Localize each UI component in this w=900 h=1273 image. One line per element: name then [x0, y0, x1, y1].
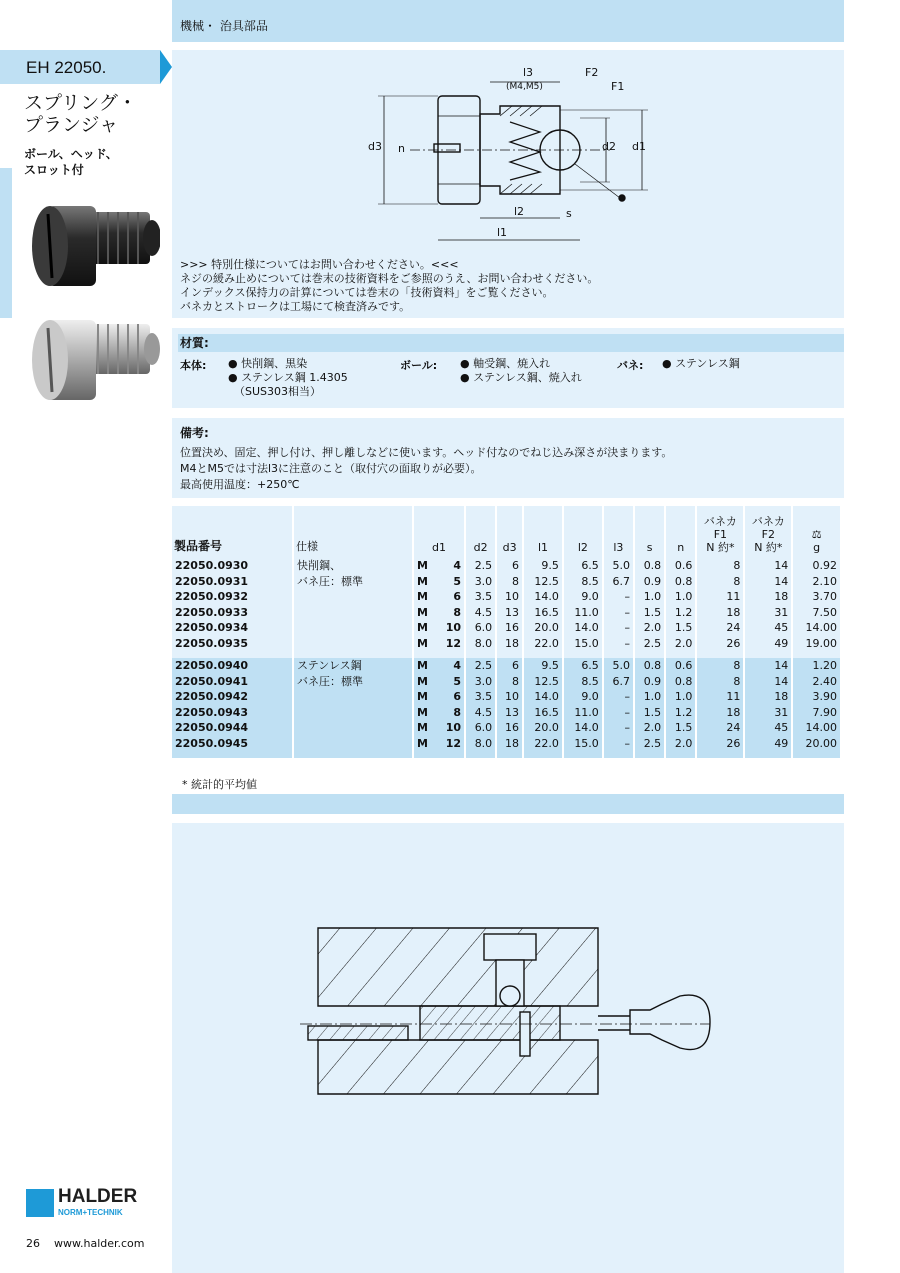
- table-cell: 20.0: [524, 720, 562, 736]
- table-row: [172, 589, 840, 605]
- table-cell: 31: [745, 705, 791, 721]
- table-cell: 0.8: [666, 574, 695, 590]
- group-spacer: [172, 651, 840, 658]
- table-cell: 10: [497, 689, 522, 705]
- table-cell: 3.0: [466, 574, 495, 590]
- thread-size: 4: [453, 559, 461, 572]
- table-cell: 1.2: [666, 705, 695, 721]
- table-cell: 6.7: [604, 674, 633, 690]
- table-cell: 16: [497, 620, 522, 636]
- table-cell: 8.5: [564, 574, 602, 590]
- table-cell: 2.5: [635, 736, 664, 752]
- col-l1: l1: [524, 506, 562, 558]
- material-spring-label: バネ:: [617, 359, 644, 372]
- table-cell: 18: [497, 636, 522, 652]
- col-weight: [793, 506, 840, 558]
- col-s: s: [635, 506, 664, 558]
- table-cell: 2.0: [666, 636, 695, 652]
- table-cell: 8.0: [466, 636, 495, 652]
- table-cell: 14.00: [793, 720, 840, 736]
- table-cell: 0.8: [666, 674, 695, 690]
- table-row: [172, 689, 840, 705]
- product-photo-stainless: [20, 318, 160, 408]
- thread-prefix: M: [417, 590, 428, 603]
- notes: [180, 258, 598, 314]
- table-cell: 22050.0941: [172, 674, 292, 690]
- col-d2: d2: [466, 506, 495, 558]
- col-n: n: [666, 506, 695, 558]
- table-cell: –: [604, 689, 633, 705]
- table-cell: –: [604, 736, 633, 752]
- separator-bar: [172, 794, 844, 814]
- table-row: [172, 674, 840, 690]
- table-cell: 18: [745, 689, 791, 705]
- table-row: [172, 620, 840, 636]
- thread-size: 6: [453, 690, 461, 703]
- note-line: インデックス保持力の計算については巻末の「技術資料」をご覧ください。: [180, 286, 554, 299]
- table-cell: 11: [697, 689, 743, 705]
- table-cell: 14: [745, 658, 791, 674]
- installation-drawing: [290, 900, 850, 1100]
- material-heading: 材質:: [178, 334, 844, 352]
- table-cell: 3.90: [793, 689, 840, 705]
- material-body-item: ● ステンレス鋼 1.4305: [228, 371, 348, 384]
- thread-size: 10: [445, 721, 461, 734]
- table-cell: 1.5: [635, 605, 664, 621]
- material-body-item: ● 快削鋼、黒染: [228, 357, 308, 370]
- dim-m4m5: (M4,M5): [506, 82, 543, 92]
- table-cell-d1: [414, 689, 464, 705]
- table-cell: 24: [697, 620, 743, 636]
- remark-line: 位置決め、固定、押し付け、押し離しなどに使います。ヘッド付なのでねじ込み深さが決まります。: [180, 446, 673, 459]
- thread-prefix: M: [417, 659, 428, 672]
- table-cell: 49: [745, 636, 791, 652]
- table-cell: 7.50: [793, 605, 840, 621]
- material-ball-item: ● 軸受鋼、焼入れ: [460, 357, 551, 370]
- dim-d1: d1: [632, 140, 646, 153]
- table-cell: 6: [497, 558, 522, 574]
- table-cell: 31: [745, 605, 791, 621]
- table-cell: 1.20: [793, 658, 840, 674]
- col-spec: 仕様: [294, 506, 412, 558]
- table-cell: 22050.0942: [172, 689, 292, 705]
- table-cell: 6.0: [466, 720, 495, 736]
- table-cell: 24: [697, 720, 743, 736]
- table-cell: 13: [497, 705, 522, 721]
- dim-d2: d2: [602, 140, 616, 153]
- material-ball-label: ボール:: [400, 359, 438, 372]
- remarks-heading: 備考:: [180, 426, 209, 440]
- remark-line: M4とM5では寸法l3に注意のこと（取付穴の面取りが必要）。: [180, 462, 482, 475]
- table-cell: 8: [497, 674, 522, 690]
- table-cell: ステンレス鋼: [294, 658, 412, 674]
- spec-table-wrap: [172, 506, 844, 758]
- table-cell: 0.6: [666, 558, 695, 574]
- brand-name: HALDER: [58, 1186, 138, 1207]
- table-row: [172, 705, 840, 721]
- table-cell: 4.5: [466, 705, 495, 721]
- remark-line: 最高使用温度：+250℃: [180, 478, 300, 491]
- table-cell-d1: [414, 674, 464, 690]
- material-body-item: （SUS303相当）: [234, 385, 322, 398]
- table-cell: 3.5: [466, 689, 495, 705]
- thread-size: 10: [445, 621, 461, 634]
- table-cell: [294, 689, 412, 705]
- product-photo-black: [20, 200, 160, 300]
- table-cell: 6.7: [604, 574, 633, 590]
- table-cell: 22050.0930: [172, 558, 292, 574]
- thread-prefix: M: [417, 574, 428, 588]
- table-cell: 6.5: [564, 558, 602, 574]
- table-cell: 9.5: [524, 558, 562, 574]
- table-cell: [294, 605, 412, 621]
- product-code: EH 22050.: [26, 58, 107, 77]
- table-cell: 13: [497, 605, 522, 621]
- table-cell: 15.0: [564, 636, 602, 652]
- table-cell: 14.0: [564, 620, 602, 636]
- note-line: >>> 特別仕様についてはお問い合わせください。<<<: [180, 258, 459, 271]
- table-cell: 1.5: [666, 620, 695, 636]
- table-cell: 1.0: [635, 589, 664, 605]
- table-cell: –: [604, 636, 633, 652]
- group-spacer: [172, 751, 840, 758]
- table-cell: 22050.0943: [172, 705, 292, 721]
- table-cell: バネ圧：標準: [294, 574, 412, 590]
- table-cell: 3.5: [466, 589, 495, 605]
- thread-prefix: M: [417, 674, 428, 688]
- page-number: 26: [26, 1237, 40, 1250]
- table-cell: 14.00: [793, 620, 840, 636]
- table-cell-d1: [414, 705, 464, 721]
- table-cell: 16.5: [524, 705, 562, 721]
- table-cell-d1: [414, 574, 464, 590]
- side-strip: [0, 168, 12, 318]
- table-cell: 22.0: [524, 636, 562, 652]
- table-cell: 14.0: [524, 589, 562, 605]
- table-body: [172, 558, 840, 758]
- table-cell: 49: [745, 736, 791, 752]
- table-cell: 14: [745, 558, 791, 574]
- table-cell: 0.9: [635, 574, 664, 590]
- thread-prefix: M: [417, 621, 428, 634]
- col-f2: バネカ F2 N 約*: [745, 506, 791, 558]
- table-cell: –: [604, 589, 633, 605]
- table-cell: 2.40: [793, 674, 840, 690]
- table-cell: –: [604, 620, 633, 636]
- table-cell: 8: [697, 658, 743, 674]
- table-cell: 2.0: [666, 736, 695, 752]
- table-cell: 2.5: [466, 558, 495, 574]
- table-cell: 14.0: [524, 689, 562, 705]
- table-cell: 1.5: [635, 705, 664, 721]
- table-cell: 0.8: [635, 558, 664, 574]
- table-cell: 18: [697, 605, 743, 621]
- thread-prefix: M: [417, 721, 428, 734]
- note-line: バネカとストロークは工場にて検査済みです。: [180, 300, 411, 313]
- dim-l1: l1: [497, 226, 508, 239]
- table-cell: 1.2: [666, 605, 695, 621]
- table-cell: 26: [697, 736, 743, 752]
- table-cell: –: [604, 605, 633, 621]
- table-cell: 1.0: [666, 589, 695, 605]
- table-cell: 20.0: [524, 620, 562, 636]
- table-cell: [294, 705, 412, 721]
- table-cell: 8: [697, 574, 743, 590]
- table-cell: 14: [745, 674, 791, 690]
- table-cell: 12.5: [524, 674, 562, 690]
- table-cell: 22050.0944: [172, 720, 292, 736]
- thread-size: 8: [453, 605, 461, 619]
- material-spring-item: ● ステンレス鋼: [662, 357, 740, 370]
- table-cell: 22050.0935: [172, 636, 292, 652]
- dim-l3: l3: [523, 66, 534, 79]
- brand-sub: NORM+TECHNIK: [58, 1208, 123, 1217]
- thread-prefix: M: [417, 605, 428, 619]
- table-cell: [294, 736, 412, 752]
- halder-logo-icon: [26, 1189, 54, 1217]
- table-cell: バネ圧：標準: [294, 674, 412, 690]
- table-row: [172, 736, 840, 752]
- thread-size: 6: [453, 590, 461, 603]
- table-cell: 11.0: [564, 605, 602, 621]
- thread-prefix: M: [417, 559, 428, 572]
- table-row: [172, 658, 840, 674]
- table-cell-d1: [414, 736, 464, 752]
- table-cell: 7.90: [793, 705, 840, 721]
- table-cell: 5.0: [604, 558, 633, 574]
- table-cell: 22050.0940: [172, 658, 292, 674]
- table-cell-d1: [414, 620, 464, 636]
- thread-size: 5: [453, 674, 461, 688]
- col-d3: d3: [497, 506, 522, 558]
- table-cell: 14.0: [564, 720, 602, 736]
- col-l3: l3: [604, 506, 633, 558]
- table-cell: 4.5: [466, 605, 495, 621]
- table-cell-d1: [414, 720, 464, 736]
- thread-prefix: M: [417, 736, 428, 750]
- table-cell: 22.0: [524, 736, 562, 752]
- table-cell: 8: [697, 674, 743, 690]
- table-cell: 6.0: [466, 620, 495, 636]
- table-cell: 16: [497, 720, 522, 736]
- table-row: [172, 636, 840, 652]
- table-cell: 2.10: [793, 574, 840, 590]
- table-cell: 45: [745, 620, 791, 636]
- weight-unit: g: [813, 541, 821, 554]
- material-body-label: 本体:: [180, 359, 207, 372]
- table-cell: 9.5: [524, 658, 562, 674]
- table-cell: 12.5: [524, 574, 562, 590]
- weight-icon: ⚖: [811, 528, 822, 541]
- table-cell: 22050.0933: [172, 605, 292, 621]
- table-header-row: [172, 506, 840, 558]
- table-row: [172, 720, 840, 736]
- table-cell: 20.00: [793, 736, 840, 752]
- table-cell: 10: [497, 589, 522, 605]
- website-link[interactable]: www.halder.com: [54, 1237, 145, 1250]
- table-row: [172, 574, 840, 590]
- table-cell: –: [604, 720, 633, 736]
- table-cell: [294, 636, 412, 652]
- table-row: [172, 605, 840, 621]
- table-cell: [294, 620, 412, 636]
- thread-size: 12: [445, 736, 461, 750]
- table-cell: 5.0: [604, 658, 633, 674]
- spec-table: [170, 506, 842, 758]
- table-cell: 11: [697, 589, 743, 605]
- product-code-arrow: [160, 50, 172, 84]
- thread-size: 8: [453, 705, 461, 719]
- table-cell: 9.0: [564, 589, 602, 605]
- table-cell: [294, 720, 412, 736]
- table-cell: 11.0: [564, 705, 602, 721]
- table-cell-d1: [414, 605, 464, 621]
- thread-size: 12: [445, 636, 461, 650]
- thread-size: 5: [453, 574, 461, 588]
- table-cell: 6.5: [564, 658, 602, 674]
- thread-prefix: M: [417, 636, 428, 650]
- table-cell: 18: [745, 589, 791, 605]
- table-cell: 0.92: [793, 558, 840, 574]
- table-cell: 22050.0932: [172, 589, 292, 605]
- col-f1: バネカ F1 N 約*: [697, 506, 743, 558]
- table-cell: 0.8: [635, 658, 664, 674]
- table-cell: 2.5: [466, 658, 495, 674]
- table-cell: 0.6: [666, 658, 695, 674]
- table-cell: 18: [697, 705, 743, 721]
- product-subtitle: ボール、ヘッド、 スロット付: [24, 147, 118, 177]
- table-cell: 2.0: [635, 620, 664, 636]
- table-cell: 22050.0934: [172, 620, 292, 636]
- table-cell: 8: [697, 558, 743, 574]
- table-row: [172, 558, 840, 574]
- table-cell: –: [604, 705, 633, 721]
- table-cell: 22050.0931: [172, 574, 292, 590]
- col-l2: l2: [564, 506, 602, 558]
- table-cell: 3.70: [793, 589, 840, 605]
- table-cell: 1.5: [666, 720, 695, 736]
- dim-n: n: [398, 142, 405, 155]
- table-cell: 22050.0945: [172, 736, 292, 752]
- table-cell: 16.5: [524, 605, 562, 621]
- thread-size: 4: [453, 659, 461, 672]
- material-ball-item: ● ステンレス鋼、焼入れ: [460, 371, 582, 384]
- table-cell: 19.00: [793, 636, 840, 652]
- table-cell-d1: [414, 589, 464, 605]
- table-cell: 3.0: [466, 674, 495, 690]
- table-cell: 6: [497, 658, 522, 674]
- table-cell: 2.5: [635, 636, 664, 652]
- table-cell: 8: [497, 574, 522, 590]
- table-cell: 26: [697, 636, 743, 652]
- dim-s: s: [566, 207, 572, 220]
- dim-d3: d3: [368, 140, 382, 153]
- table-cell: 快削鋼、: [294, 558, 412, 574]
- table-cell: 14: [745, 574, 791, 590]
- header-band: [172, 0, 844, 42]
- dim-f2: F2: [585, 66, 599, 79]
- footnote: * 統計的平均値: [182, 778, 257, 791]
- table-cell: 18: [497, 736, 522, 752]
- dim-l2: l2: [514, 205, 525, 218]
- table-cell: 9.0: [564, 689, 602, 705]
- table-cell-d1: [414, 658, 464, 674]
- thread-prefix: M: [417, 690, 428, 703]
- note-line: ネジの緩み止めについては巻末の技術資料をご参照のうえ、お問い合わせください。: [180, 272, 599, 285]
- category-title: 機械・ 治具部品: [180, 19, 268, 33]
- table-cell: 2.0: [635, 720, 664, 736]
- table-cell: 8.5: [564, 674, 602, 690]
- table-cell: 1.0: [635, 689, 664, 705]
- table-cell: [294, 589, 412, 605]
- table-cell: 1.0: [666, 689, 695, 705]
- col-d1: d1: [414, 506, 464, 558]
- table-cell-d1: [414, 558, 464, 574]
- product-title: スプリング・ プランジャ: [24, 92, 137, 136]
- table-cell: 45: [745, 720, 791, 736]
- table-cell: 15.0: [564, 736, 602, 752]
- table-cell: 0.9: [635, 674, 664, 690]
- dim-f1: F1: [611, 80, 625, 93]
- col-code: 製品番号: [172, 506, 292, 558]
- thread-prefix: M: [417, 705, 428, 719]
- table-cell: 8.0: [466, 736, 495, 752]
- table-cell-d1: [414, 636, 464, 652]
